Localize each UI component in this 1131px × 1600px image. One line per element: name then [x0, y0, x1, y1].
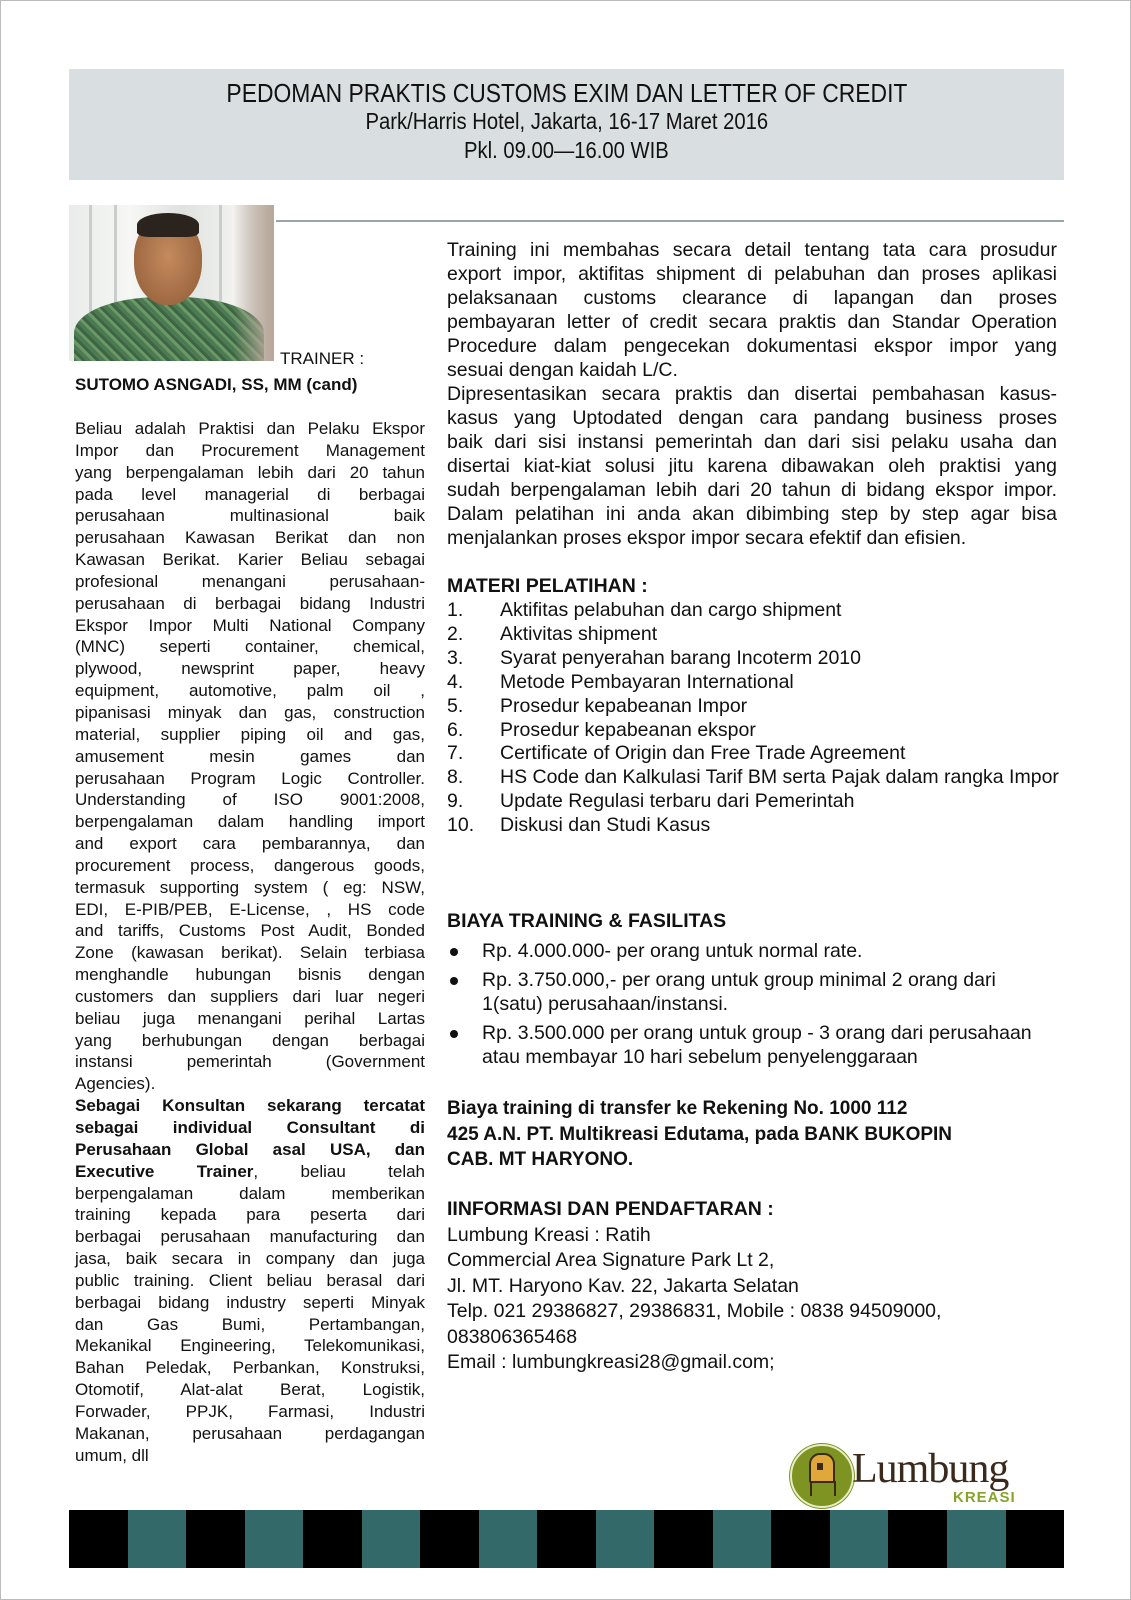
materi-text: Aktivitas shipment	[500, 622, 658, 645]
stripe-segment	[654, 1510, 713, 1568]
bio-text: , beliau telah	[253, 1161, 425, 1181]
bio-line: public training. Client beliau berasal dari	[75, 1270, 425, 1290]
bio-line: Otomotif, Alat-alat Berat, Logistik,	[75, 1380, 425, 1400]
materi-text: Update Regulasi terbaru dari Pemerintah	[500, 790, 855, 813]
contact-line: Commercial Area Signature Park Lt 2,	[447, 1249, 775, 1272]
bio-line: amusement mesin games dan	[75, 746, 425, 766]
bio-line: profesional menangani perusahaan-	[75, 571, 425, 591]
bio-line: perusahaan di berbagai bidang Industri	[75, 593, 425, 613]
materi-text: Syarat penyerahan barang Incoterm 2010	[500, 646, 861, 669]
materi-text: Metode Pembayaran International	[500, 670, 794, 693]
description-line: export impor, aktifitas shipment di pelabuhan dan proses aplikasi	[447, 263, 1057, 285]
bio-line: Bahan Peledak, Perbankan, Konstruksi,	[75, 1358, 425, 1378]
bio-line: customers dan suppliers dari luar negeri	[75, 986, 425, 1006]
materi-number: 9.	[447, 790, 464, 813]
description-line: menjalankan proses ekspor impor secara efektif dan efisien.	[447, 527, 967, 549]
stripe-segment	[596, 1510, 655, 1568]
bio-line: training kepada para peserta dari	[75, 1205, 425, 1225]
transfer-line: 425 A.N. PT. Multikreasi Edutama, pada BANK BUKOPIN	[447, 1123, 953, 1145]
materi-item	[447, 671, 1067, 695]
contact-line: Email : lumbungkreasi28@gmail.com;	[447, 1351, 775, 1374]
stripe-segment	[947, 1510, 1006, 1568]
bullet-icon	[450, 1030, 458, 1038]
stripe-segment	[186, 1510, 245, 1568]
transfer-line: CAB. MT HARYONO.	[447, 1149, 634, 1170]
bio-line: instansi pemerintah (Government	[75, 1052, 425, 1072]
trainer-bio	[75, 418, 425, 1467]
description-line: kasus yang Uptodated dengan cara pandang business proses	[447, 407, 1057, 429]
description-line: Training ini membahas secara detail tentang tata cara prosudur	[447, 239, 1057, 261]
materi-number: 5.	[447, 694, 464, 717]
bio-line: yang berhubungan dengan berbagai	[75, 1030, 425, 1050]
bio-line: equipment, automotive, palm oil ,	[75, 681, 425, 701]
event-venue: Park/Harris Hotel, Jakarta, 16-17 Maret 2016	[365, 108, 768, 134]
description-line: baik dari sisi instansi pemerintah dan dari sisi pelaku usaha dan	[447, 431, 1057, 453]
bio-line: umum, dll	[75, 1445, 149, 1465]
materi-text: Prosedur kepabeanan ekspor	[500, 718, 756, 741]
materi-number: 8.	[447, 766, 464, 789]
materi-number: 4.	[447, 670, 464, 693]
materi-number: 1.	[447, 599, 464, 621]
stripe-segment	[420, 1510, 479, 1568]
bio-line: perusahaan multinasional baik	[75, 506, 425, 526]
stripe-segment	[479, 1510, 538, 1568]
bio-line-bold: sebagai individual Consultant di	[75, 1118, 425, 1137]
trainer-label: TRAINER :	[280, 349, 365, 368]
bio-line: dan Gas Bumi, Pertambangan,	[75, 1314, 425, 1334]
price-item	[447, 1021, 1047, 1069]
description-line: sudah berpengalaman lebih dari 20 tahun di bidang ekspor impor.	[447, 479, 1057, 501]
description-line: Dalam pelatihan ini anda akan dibimbing step by step agar bisa	[447, 503, 1057, 525]
info-heading: IINFORMASI DAN PENDAFTARAN :	[447, 1198, 774, 1220]
materi-item	[447, 623, 1067, 647]
bio-line: termasuk supporting system ( eg: NSW,	[75, 877, 425, 897]
materi-item	[447, 647, 1067, 671]
bio-line: pada level managerial di berbagai	[75, 484, 425, 504]
bullet-icon	[450, 977, 458, 985]
materi-item	[447, 599, 1067, 623]
description-line: Dipresentasikan secara praktis dan disertai pembahasan kasus-	[447, 383, 1057, 405]
materi-text: Certificate of Origin dan Free Trade Agreement	[500, 742, 906, 765]
bio-line: (MNC) seperti container, chemical,	[75, 637, 425, 657]
stripe-segment	[537, 1510, 596, 1568]
materi-item	[447, 742, 1067, 766]
logo-subtitle: KREASI	[953, 1489, 1016, 1506]
bio-line: Kawasan Berikat. Karier Beliau sebagai	[75, 550, 425, 570]
materi-number: 10.	[447, 814, 475, 837]
bio-line: Makanan, perusahaan perdagangan	[75, 1423, 425, 1443]
event-title: PEDOMAN PRAKTIS CUSTOMS EXIM DAN LETTER OF CREDIT	[226, 78, 907, 108]
header-banner	[69, 69, 1064, 180]
bio-line: plywood, newsprint paper, heavy	[75, 659, 425, 679]
bio-line-bold: Sebagai Konsultan sekarang tercatat	[75, 1096, 425, 1116]
contact-info	[447, 1223, 941, 1375]
bio-line: Forwader, PPJK, Farmasi, Industri	[75, 1401, 425, 1421]
stripe-segment	[362, 1510, 421, 1568]
bio-line: berpengalaman dalam handling import	[75, 812, 425, 832]
bio-line: Beliau adalah Praktisi dan Pelaku Ekspor	[75, 419, 425, 438]
bio-line: menghandle hubungan bisnis dengan	[75, 965, 425, 985]
materi-item	[447, 695, 1067, 719]
stripe-segment	[245, 1510, 304, 1568]
bio-line: Understanding of ISO 9001:2008,	[75, 790, 425, 810]
materi-number: 7.	[447, 742, 464, 765]
stripe-segment	[888, 1510, 947, 1568]
bullet-icon	[450, 948, 458, 956]
price-text: Rp. 4.000.000- per orang untuk normal rate.	[482, 940, 863, 962]
description-line: pelaksanaan customs clearance di lapangan dan proses	[447, 287, 1057, 309]
stripe-segment	[303, 1510, 362, 1568]
stripe-segment	[713, 1510, 772, 1568]
biaya-heading: BIAYA TRAINING & FASILITAS	[447, 910, 727, 932]
bio-line: and tariffs, Customs Post Audit, Bonded	[75, 921, 425, 941]
event-time: Pkl. 09.00—16.00 WIB	[464, 137, 669, 163]
bio-line-bold: Perusahaan Global asal USA, dan	[75, 1139, 425, 1159]
stripe-segment	[771, 1510, 830, 1568]
contact-line: 083806365468	[447, 1325, 578, 1348]
materi-text: Diskusi dan Studi Kasus	[500, 814, 711, 837]
trainer-name: SUTOMO ASNGADI, SS, MM (cand)	[75, 375, 358, 394]
bio-line: perusahaan Kawasan Berikat dan non	[75, 528, 425, 548]
training-description	[447, 238, 1057, 550]
materi-text: Aktifitas pelabuhan dan cargo shipment	[500, 599, 842, 621]
bio-line: yang berpengalaman lebih dari 20 tahun	[75, 462, 425, 482]
bio-line: beliau juga menangani perihal Lartas	[75, 1008, 425, 1028]
materi-text: Prosedur kepabeanan Impor	[500, 694, 748, 717]
bio-line-mixed	[75, 1161, 425, 1183]
stripe-segment	[830, 1510, 889, 1568]
bio-line: and export cara pembarannya, dan	[75, 834, 425, 854]
materi-text: HS Code dan Kalkulasi Tarif BM serta Pajak dalam rangka Impor	[500, 766, 1059, 789]
description-line: Procedure dalam pengecekan dokumentasi ekspor impor yang	[447, 335, 1057, 357]
bank-transfer-info	[447, 1096, 952, 1173]
bio-line: perusahaan Program Logic Controller.	[75, 768, 425, 788]
description-line: pembayaran letter of credit secara praktis dan Standar Operation	[447, 311, 1057, 333]
stripe-segment	[69, 1510, 128, 1568]
description-line: sesuai dengan kaidah L/C.	[447, 359, 678, 381]
bio-line: procurement process, dangerous goods,	[75, 855, 425, 875]
bio-line: jasa, baik secara in company dan juga	[75, 1249, 425, 1269]
bio-line: EDI, E-PIB/PEB, E-License, , HS code	[75, 899, 425, 919]
stripe-segment	[1006, 1510, 1065, 1568]
trainer-photo	[69, 205, 274, 361]
materi-item	[447, 719, 1067, 743]
price-item	[447, 939, 1047, 963]
materi-number: 6.	[447, 718, 464, 741]
price-item	[447, 968, 1047, 1016]
materi-item	[447, 766, 1067, 790]
materi-list	[447, 599, 1067, 838]
price-text: Rp. 3.500.000 per orang untuk group - 3 orang dari perusahaan atau membayar 10 hari sebelum penyelenggaraan	[482, 1022, 1032, 1068]
bio-line: Ekspor Impor Multi National Company	[75, 615, 425, 635]
materi-item	[447, 790, 1067, 814]
divider-line	[276, 220, 1064, 222]
footer-stripe	[69, 1510, 1064, 1568]
bio-line: material, supplier piping oil and gas,	[75, 724, 425, 744]
bio-line: Mekanikal Engineering, Telekomunikasi,	[75, 1336, 425, 1356]
bio-line: berbagai perusahaan manufacturing dan	[75, 1227, 425, 1247]
contact-line: Lumbung Kreasi : Ratih	[447, 1224, 651, 1246]
bio-bold-phrase: Executive Trainer	[75, 1161, 254, 1181]
bio-line: pipanisasi minyak dan gas, construction	[75, 702, 425, 722]
bio-line: Impor dan Procurement Management	[75, 440, 425, 460]
materi-number: 2.	[447, 622, 464, 645]
price-text: Rp. 3.750.000,- per orang untuk group minimal 2 orang dari 1(satu) perusahaan/instansi.	[482, 969, 996, 1015]
stripe-segment	[128, 1510, 187, 1568]
description-line: disertai kiat-kiat solusi jitu karena dibawakan oleh praktisi yang	[447, 455, 1057, 477]
contact-line: Telp. 021 29386827, 29386831, Mobile : 0838 94509000,	[447, 1300, 942, 1323]
lumbung-kreasi-logo	[790, 1443, 1030, 1509]
contact-line: Jl. MT. Haryono Kav. 22, Jakarta Selatan	[447, 1274, 799, 1297]
bio-line: berbagai bidang industry seperti Minyak	[75, 1292, 425, 1312]
materi-heading: MATERI PELATIHAN :	[447, 575, 648, 597]
bio-line: Agencies).	[75, 1074, 156, 1094]
bio-line: berpengalaman dalam memberikan	[75, 1183, 425, 1203]
materi-number: 3.	[447, 646, 464, 669]
logo-wordmark: Lumbung	[852, 1446, 1009, 1492]
materi-item	[447, 814, 1067, 838]
transfer-line: Biaya training di transfer ke Rekening No. 1000 112	[447, 1098, 908, 1119]
bio-line: Zone (kawasan berikat). Selain terbiasa	[75, 943, 425, 963]
